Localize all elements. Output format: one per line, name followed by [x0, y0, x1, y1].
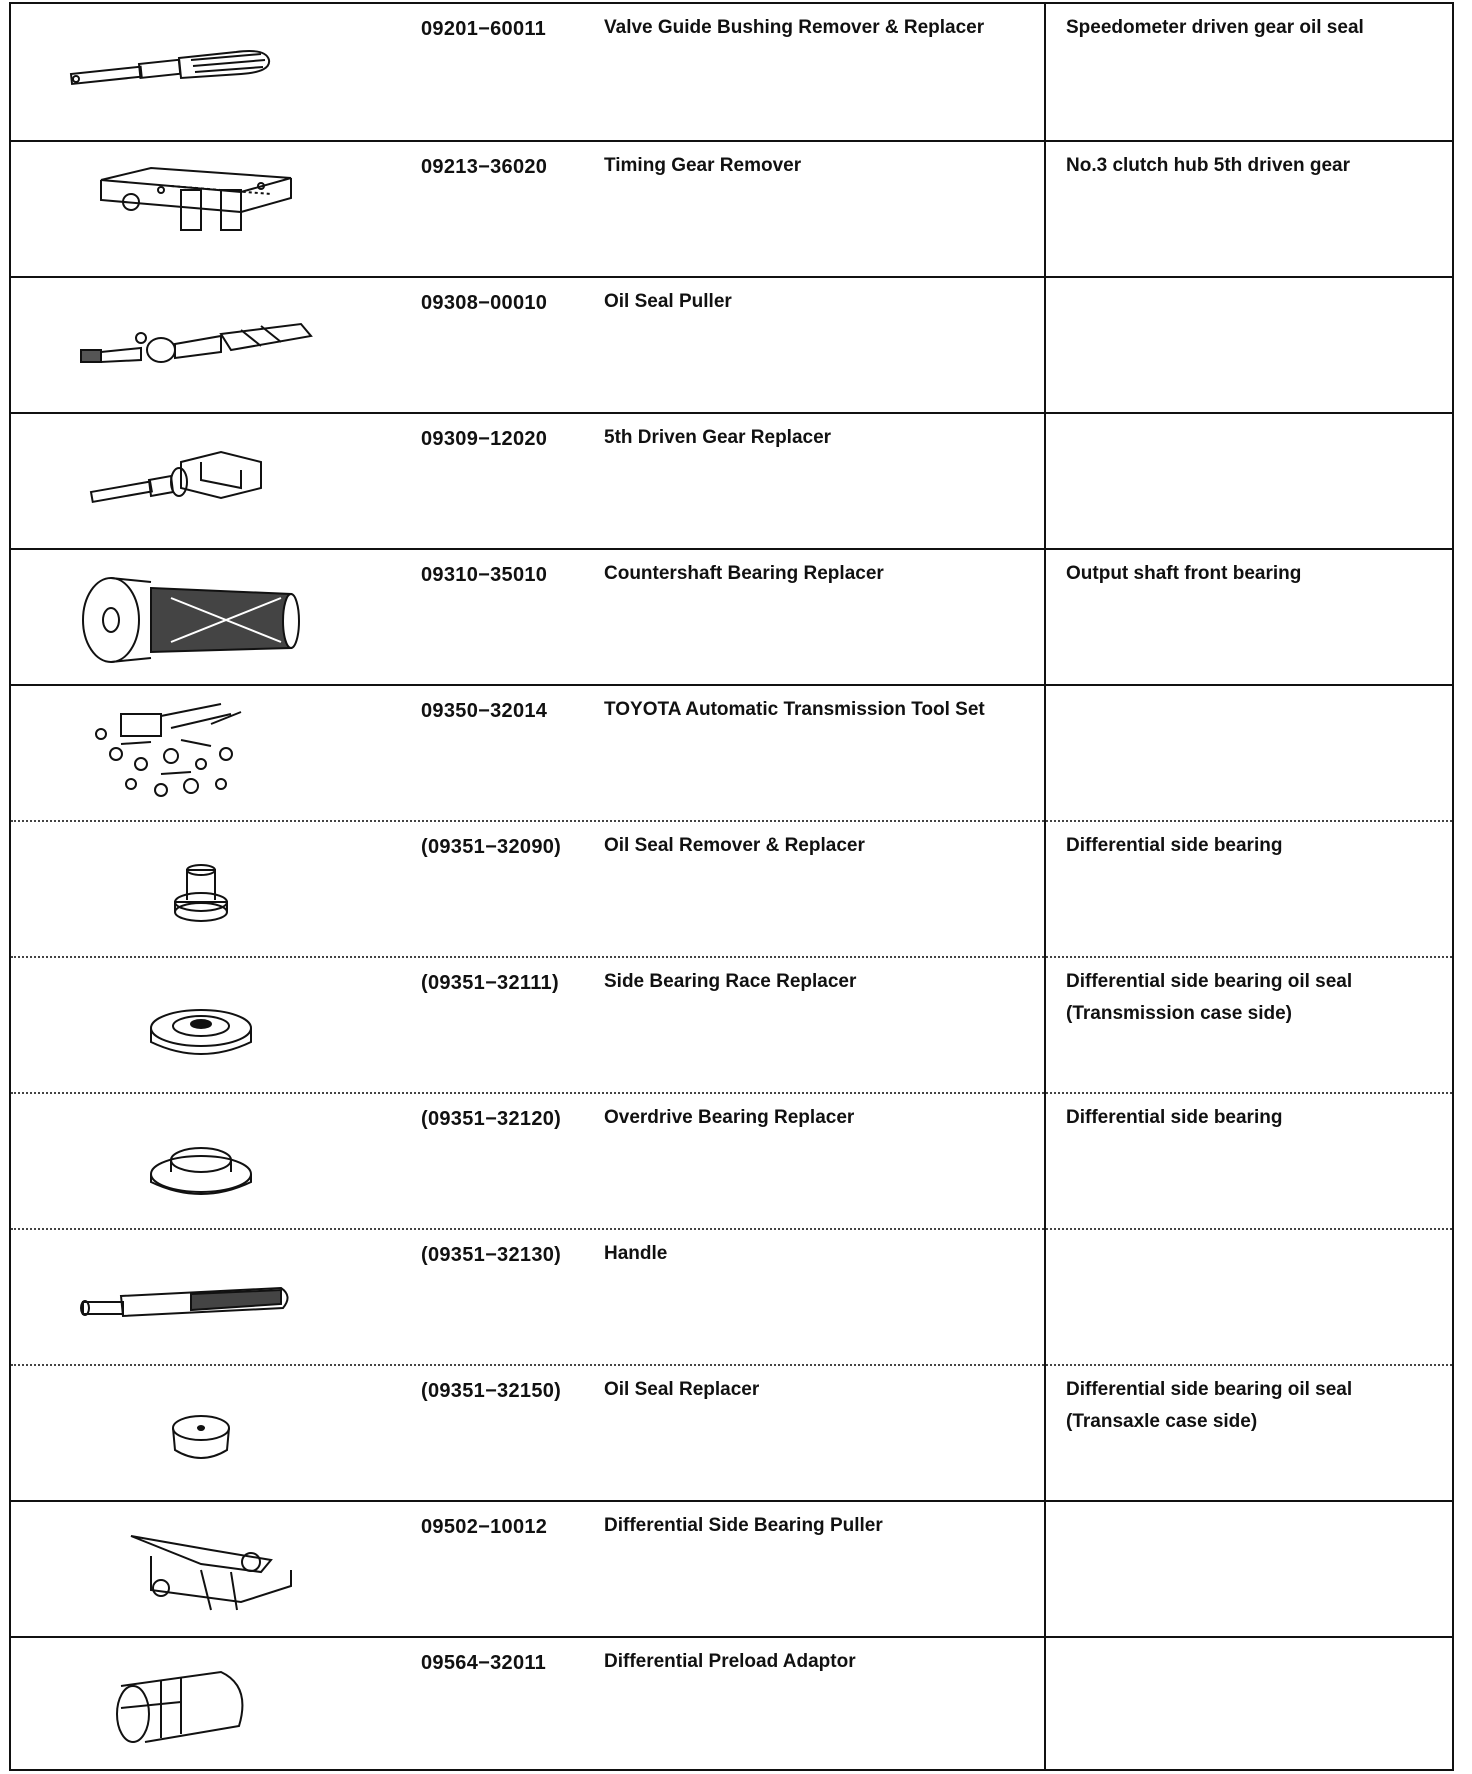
part-number: (09351−32111): [421, 972, 559, 994]
tool-use: Speedometer driven gear oil seal: [1066, 17, 1364, 38]
part-number: 09213−36020: [421, 156, 548, 178]
table-row: [11, 956, 1452, 1092]
tool-use: Output shaft front bearing: [1066, 563, 1302, 584]
table-row: [11, 140, 1452, 276]
driven-gear-replacer-icon: [61, 422, 351, 542]
table-row: [11, 1228, 1452, 1364]
part-number: (09351−32090): [421, 836, 562, 858]
tool-name: Oil Seal Remover & Replacer: [604, 835, 865, 856]
countershaft-bearing-replacer-icon: [61, 558, 351, 678]
oil-seal-remover-icon: [61, 830, 351, 950]
tool-name: Oil Seal Puller: [604, 291, 732, 312]
tool-set-icon: [61, 694, 351, 814]
table-row: [11, 1364, 1452, 1500]
preload-adaptor-icon: [61, 1646, 351, 1766]
part-number: 09201−60011: [421, 18, 547, 40]
table-row: [11, 4, 1452, 140]
table-row: [11, 412, 1452, 548]
table-row: [11, 1636, 1452, 1772]
part-number: (09351−32120): [421, 1108, 562, 1130]
table-row: [11, 820, 1452, 956]
tool-name: Differential Preload Adaptor: [604, 1651, 856, 1672]
special-service-tools-table: [9, 2, 1454, 1771]
table-row: [11, 276, 1452, 412]
handle-icon: [61, 1238, 351, 1358]
tool-use: Differential side bearing: [1066, 1107, 1283, 1128]
tool-name: Valve Guide Bushing Remover & Replacer: [604, 17, 985, 38]
oil-seal-replacer-icon: [61, 1374, 351, 1494]
table-row: [11, 548, 1452, 684]
tool-name: Oil Seal Replacer: [604, 1379, 760, 1400]
tool-use: Differential side bearing oil seal (Transmission case side): [1066, 971, 1353, 1024]
tool-use: Differential side bearing oil seal (Transaxle case side): [1066, 1379, 1353, 1432]
tool-name: Side Bearing Race Replacer: [604, 971, 857, 992]
part-number: 09310−35010: [421, 564, 548, 586]
overdrive-bearing-replacer-icon: [61, 1102, 351, 1222]
tool-name: Countershaft Bearing Replacer: [604, 563, 884, 584]
column-divider: [1044, 4, 1046, 1769]
part-number: 09502−10012: [421, 1516, 548, 1538]
table-row: [11, 1092, 1452, 1228]
part-number: 09564−32011: [421, 1652, 547, 1674]
side-bearing-puller-icon: [61, 1510, 351, 1630]
tool-use: Differential side bearing: [1066, 835, 1283, 856]
tool-name: Differential Side Bearing Puller: [604, 1515, 883, 1536]
tool-name: 5th Driven Gear Replacer: [604, 427, 832, 448]
tool-use: No.3 clutch hub 5th driven gear: [1066, 155, 1350, 176]
tool-name: TOYOTA Automatic Transmission Tool Set: [604, 699, 985, 720]
timing-gear-remover-icon: [61, 150, 351, 270]
part-number: (09351−32130): [421, 1244, 562, 1266]
part-number: 09309−12020: [421, 428, 548, 450]
oil-seal-puller-icon: [61, 286, 351, 406]
part-number: 09308−00010: [421, 292, 548, 314]
side-bearing-race-replacer-icon: [61, 966, 351, 1086]
tool-name: Timing Gear Remover: [604, 155, 802, 176]
part-number: (09351−32150): [421, 1380, 562, 1402]
part-number: 09350−32014: [421, 700, 548, 722]
table-row: [11, 1500, 1452, 1636]
table-row: [11, 684, 1452, 820]
tool-name: Overdrive Bearing Replacer: [604, 1107, 855, 1128]
valve-guide-remover-icon: [61, 12, 351, 132]
tool-name: Handle: [604, 1243, 668, 1264]
